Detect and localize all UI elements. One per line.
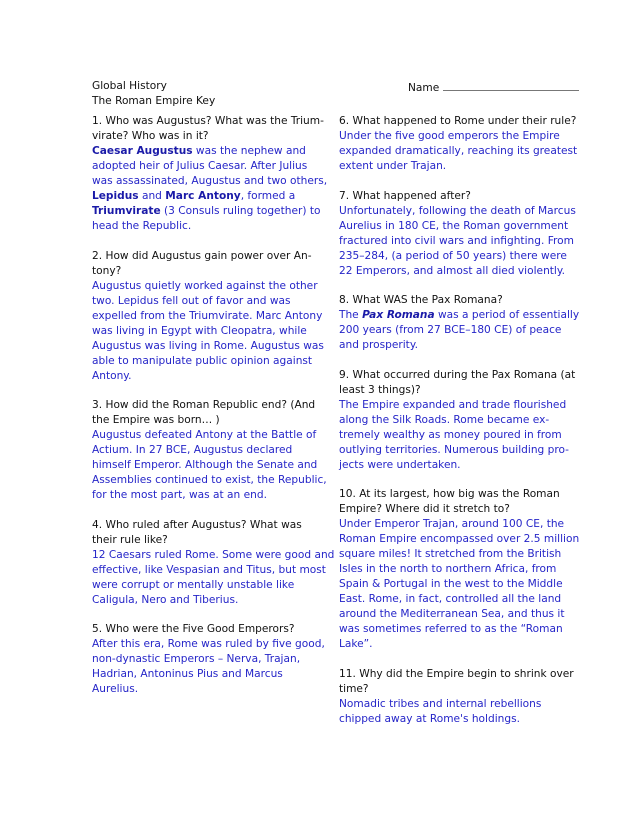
answer-line: Caesar Augustus was the nephew and bbox=[92, 145, 306, 157]
answer-line: Lake”. bbox=[339, 638, 373, 650]
answer-line: Aurelius in 180 CE, the Roman government bbox=[339, 219, 569, 232]
answer-line: Caligula, Nero and Tiberius. bbox=[92, 593, 239, 606]
question-line: 1. Who was Augustus? What was the Trium- bbox=[92, 115, 324, 127]
answer-line: Augustus defeated Antony at the Battle of bbox=[92, 429, 317, 441]
answer-line: square miles! It stretched from the British bbox=[339, 548, 562, 560]
question-line: 10. At its largest, how big was the Roman bbox=[339, 488, 560, 500]
answer-emphasis: Pax Romana bbox=[362, 309, 435, 321]
answer-line: Roman Empire encompassed over 2.5 million bbox=[339, 533, 580, 545]
answer-emphasis: Caesar Augustus bbox=[92, 145, 193, 157]
question-block-4 bbox=[92, 518, 335, 608]
answer-line: were corrupt or mentally unstable like bbox=[92, 578, 295, 591]
answer-emphasis: Triumvirate bbox=[92, 205, 161, 217]
page-title: The Roman Empire Key bbox=[92, 95, 216, 107]
question-block-1 bbox=[92, 114, 330, 234]
answer-line: tremely wealthy as money poured in from bbox=[339, 428, 562, 441]
question-line: 7. What happened after? bbox=[339, 189, 471, 202]
question-line: tony? bbox=[92, 264, 122, 277]
answer-line: Augustus quietly worked against the other bbox=[92, 279, 318, 292]
answer-line: East. Rome, in fact, controlled all the land bbox=[339, 593, 562, 605]
answer-emphasis: Marc Antony bbox=[165, 190, 241, 202]
answer-line: fractured into civil wars and infighting. From bbox=[339, 234, 574, 247]
answer-line: along the Silk Roads. Rome became ex- bbox=[339, 413, 550, 426]
answer-line: 12 Caesars ruled Rome. Some were good and bbox=[92, 548, 335, 561]
answer-line: Unfortunately, following the death of Marcus bbox=[339, 204, 576, 217]
question-line: 5. Who were the Five Good Emperors? bbox=[92, 623, 295, 635]
question-line: 6. What happened to Rome under their rule? bbox=[339, 115, 577, 127]
question-line: their rule like? bbox=[92, 533, 168, 546]
name-field[interactable] bbox=[408, 79, 579, 96]
name-label: Name bbox=[408, 82, 440, 94]
name-blank-line[interactable] bbox=[443, 79, 579, 91]
answer-line: head the Republic. bbox=[92, 220, 192, 232]
question-block-9 bbox=[339, 368, 587, 473]
answer-line: Under Emperor Trajan, around 100 CE, the bbox=[339, 518, 565, 530]
answer-line: able to manipulate public opinion against bbox=[92, 354, 313, 367]
question-block-8 bbox=[339, 293, 587, 353]
question-line: 9. What occurred during the Pax Romana (at bbox=[339, 368, 576, 381]
question-line: 4. Who ruled after Augustus? What was bbox=[92, 518, 302, 531]
question-block-6 bbox=[339, 114, 587, 174]
question-line: 2. How did Augustus gain power over An- bbox=[92, 249, 312, 262]
answer-emphasis: Lepidus bbox=[92, 190, 139, 202]
answer-line: 22 Emperors, and almost all died violently. bbox=[339, 264, 566, 277]
answer-line: The Empire expanded and trade flourished bbox=[339, 398, 567, 411]
answer-line: Augustus was living in Rome. Augustus was bbox=[92, 339, 324, 352]
answer-line: Triumvirate (3 Consuls ruling together) to bbox=[92, 205, 321, 217]
question-line: 3. How did the Roman Republic end? (And bbox=[92, 399, 316, 411]
course-title: Global History bbox=[92, 80, 167, 92]
answer-line: effective, like Vespasian and Titus, but most bbox=[92, 563, 326, 576]
question-block-10 bbox=[339, 487, 587, 652]
question-line: Empire? Where did it stretch to? bbox=[339, 503, 510, 515]
answer-line: 235–284, (a period of 50 years) there were bbox=[339, 249, 567, 262]
answer-line: Lepidus and Marc Antony, formed a bbox=[92, 190, 296, 202]
answer-line: expanded dramatically, reaching its greatest bbox=[339, 145, 578, 157]
answer-line: 200 years (from 27 BCE–180 CE) of peace bbox=[339, 324, 562, 336]
answer-line: Nomadic tribes and internal rebellions bbox=[339, 697, 542, 710]
answer-line: expelled from the Triumvirate. Marc Antony bbox=[92, 309, 323, 322]
answer-line: around the Mediterranean Sea, and thus it bbox=[339, 608, 565, 620]
question-block-11 bbox=[339, 667, 587, 727]
answer-line: chipped away at Rome's holdings. bbox=[339, 712, 520, 725]
question-block-5 bbox=[92, 622, 330, 697]
answer-line: Hadrian, Antoninus Pius and Marcus bbox=[92, 668, 283, 680]
answer-line: Assemblies continued to exist, the Republic, bbox=[92, 474, 327, 486]
question-line: time? bbox=[339, 682, 369, 695]
answer-line: Antony. bbox=[92, 369, 132, 382]
question-block-7 bbox=[339, 189, 587, 279]
left-column bbox=[92, 114, 335, 712]
question-line: 11. Why did the Empire begin to shrink over bbox=[339, 667, 574, 680]
answer-line: was assassinated, Augustus and two others, bbox=[92, 175, 328, 187]
answer-line: Aurelius. bbox=[92, 683, 139, 695]
question-line: the Empire was born… ) bbox=[92, 414, 220, 426]
answer-line: himself Emperor. Although the Senate and bbox=[92, 459, 318, 471]
question-line: 8. What WAS the Pax Romana? bbox=[339, 294, 503, 306]
answer-line: was sometimes referred to as the “Roman bbox=[339, 623, 563, 635]
answer-line: Actium. In 27 BCE, Augustus declared bbox=[92, 444, 293, 456]
answer-line: After this era, Rome was ruled by five good, bbox=[92, 638, 325, 650]
answer-line: The Pax Romana was a period of essentially bbox=[339, 309, 580, 321]
answer-line: Isles in the north to northern Africa, from bbox=[339, 563, 557, 575]
answer-line: for the most part, was at an end. bbox=[92, 489, 267, 501]
document-header bbox=[92, 79, 215, 109]
answer-line: jects were undertaken. bbox=[339, 458, 461, 471]
answer-line: outlying territories. Numerous building pro- bbox=[339, 443, 569, 456]
answer-line: was living in Egypt with Cleopatra, while bbox=[92, 324, 307, 337]
answer-line: and prosperity. bbox=[339, 339, 418, 351]
question-line: virate? Who was in it? bbox=[92, 130, 209, 142]
answer-line: two. Lepidus fell out of favor and was bbox=[92, 294, 291, 307]
answer-line: Under the five good emperors the Empire bbox=[339, 130, 560, 142]
answer-line: adopted heir of Julius Caesar. After Julius bbox=[92, 160, 308, 172]
answer-line: extent under Trajan. bbox=[339, 160, 447, 172]
question-line: least 3 things)? bbox=[339, 383, 421, 396]
question-block-2 bbox=[92, 249, 330, 384]
answer-line: Spain & Portugal in the west to the Middle bbox=[339, 578, 563, 590]
answer-line: non-dynastic Emperors – Nerva, Trajan, bbox=[92, 653, 301, 665]
question-block-3 bbox=[92, 398, 330, 503]
right-column bbox=[339, 114, 587, 741]
